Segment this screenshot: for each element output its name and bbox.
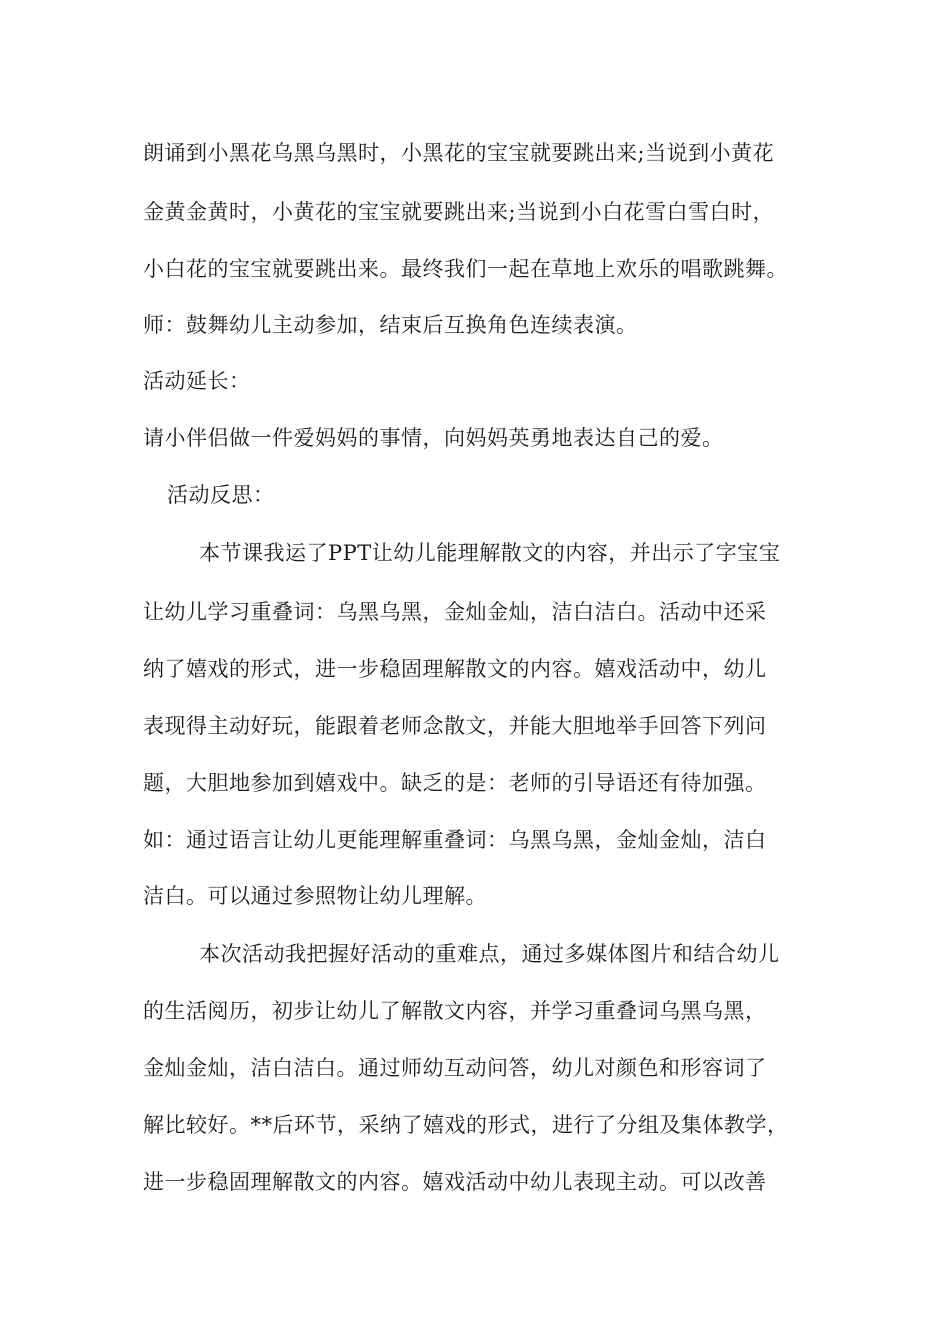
reflection-paragraph-2-line-3: 金灿金灿，洁白洁白。通过师幼互动问答，幼儿对颜色和形容词了 — [143, 1056, 767, 1080]
reflection-paragraph-1-line-7: 洁白。可以通过参照物让幼儿理解。 — [143, 884, 487, 908]
text-line-1: 朗诵到小黑花乌黑乌黑时，小黑花的宝宝就要跳出来;当说到小黄花 — [143, 141, 775, 165]
text-line-2: 金黄金黄时，小黄花的宝宝就要跳出来;当说到小白花雪白雪白时， — [143, 200, 775, 224]
reflection-paragraph-1-line-3: 纳了嬉戏的形式，进一步稳固理解散文的内容。嬉戏活动中，幼儿 — [143, 657, 767, 681]
reflection-paragraph-1-line-5: 题，大胆地参加到嬉戏中。缺乏的是：老师的引导语还有待加强。 — [143, 771, 767, 795]
reflection-paragraph-2-line-1: 本次活动我把握好活动的重难点，通过多媒体图片和结合幼儿 — [199, 942, 780, 966]
reflection-paragraph-1-line-1: 本节课我运了PPT让幼儿能理解散文的内容，并出示了字宝宝 — [199, 541, 781, 565]
reflection-paragraph-1-line-4: 表现得主动好玩，能跟着老师念散文，并能大胆地举手回答下列问 — [143, 714, 767, 738]
reflection-paragraph-2-line-4: 解比较好。**后环节，采纳了嬉戏的形式，进行了分组及集体教学， — [143, 1113, 789, 1137]
reflection-paragraph-2-line-2: 的生活阅历，初步让幼儿了解散文内容，并学习重叠词乌黑乌黑， — [143, 999, 767, 1023]
activity-reflection-heading: 活动反思： — [167, 483, 275, 507]
reflection-paragraph-1-line-2: 让幼儿学习重叠词：乌黑乌黑，金灿金灿，洁白洁白。活动中还采 — [143, 600, 767, 624]
reflection-paragraph-1-line-6: 如：通过语言让幼儿更能理解重叠词：乌黑乌黑，金灿金灿，洁白 — [143, 828, 767, 852]
activity-extension-heading: 活动延长： — [143, 369, 251, 393]
reflection-paragraph-2-line-5: 进一步稳固理解散文的内容。嬉戏活动中幼儿表现主动。可以改善 — [143, 1170, 767, 1194]
teacher-instruction-line: 师：鼓舞幼儿主动参加，结束后互换角色连续表演。 — [143, 313, 638, 337]
text-line-3: 小白花的宝宝就要跳出来。最终我们一起在草地上欢乐的唱歌跳舞。 — [143, 257, 788, 281]
activity-extension-text: 请小伴侣做一件爱妈妈的事情，向妈妈英勇地表达自己的爱。 — [143, 426, 724, 450]
